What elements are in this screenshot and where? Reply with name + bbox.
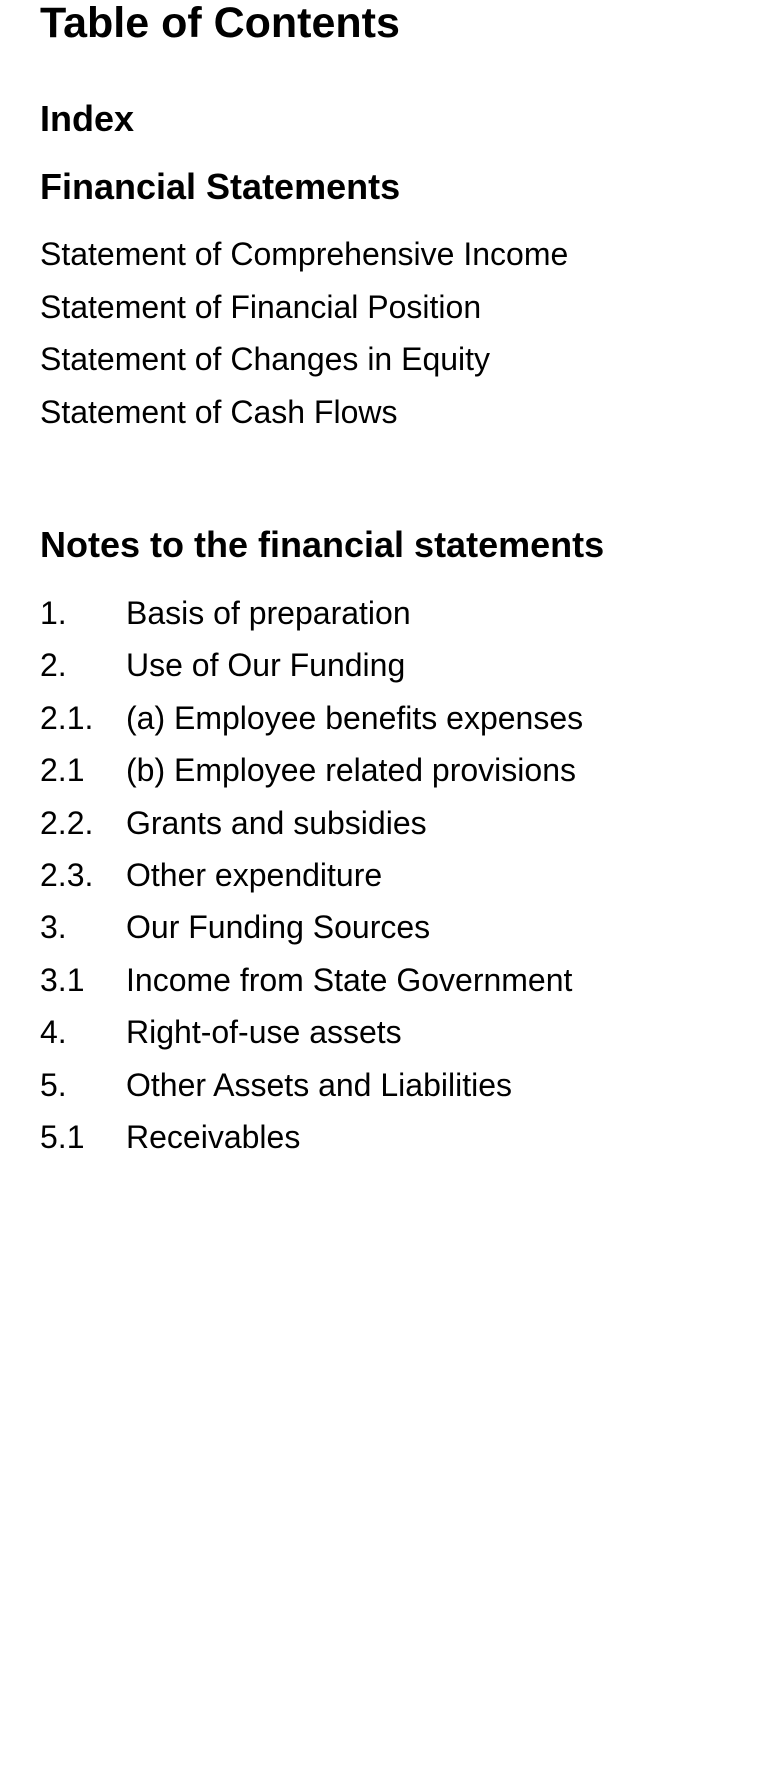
note-label: Other Assets and Liabilities	[126, 1066, 512, 1103]
financial-statements-list	[40, 234, 568, 444]
note-number: 3.	[40, 909, 67, 946]
notes-heading[interactable]: Notes to the financial statements	[40, 524, 605, 565]
note-number: 5.1	[40, 1118, 85, 1155]
note-label: Income from State Government	[126, 961, 573, 998]
note-label: Other expenditure	[126, 856, 383, 893]
note-number: 4.	[40, 1014, 67, 1051]
toc-entry-comprehensive-income[interactable]: Statement of Comprehensive Income	[40, 236, 569, 272]
page-title: Table of Contents	[40, 0, 400, 47]
toc-entry-financial-position[interactable]: Statement of Financial Position	[40, 288, 482, 325]
note-number: 2.2.	[40, 804, 94, 841]
financial-statements-heading[interactable]: Financial Statements	[40, 166, 401, 207]
note-label: Right-of-use assets	[126, 1014, 402, 1051]
note-label: Grants and subsidies	[126, 804, 427, 841]
note-label: (b) Employee related provisions	[126, 752, 576, 789]
note-number: 2.	[40, 647, 67, 684]
toc-entry-cash-flows[interactable]: Statement of Cash Flows	[40, 393, 398, 430]
note-label: Use of Our Funding	[126, 647, 406, 684]
note-number: 1.	[40, 595, 67, 631]
note-number: 5.	[40, 1066, 67, 1103]
note-label: Basis of preparation	[126, 595, 411, 631]
note-number: 3.1	[40, 961, 85, 998]
note-number: 2.1	[40, 752, 85, 789]
note-number: 2.3.	[40, 856, 94, 893]
index-heading[interactable]: Index	[40, 98, 135, 139]
note-number: 2.1.	[40, 699, 94, 736]
note-label: Receivables	[126, 1118, 301, 1155]
note-label: (a) Employee benefits expenses	[126, 699, 584, 736]
note-label: Our Funding Sources	[126, 909, 431, 946]
toc-entry-changes-in-equity[interactable]: Statement of Changes in Equity	[40, 341, 491, 377]
